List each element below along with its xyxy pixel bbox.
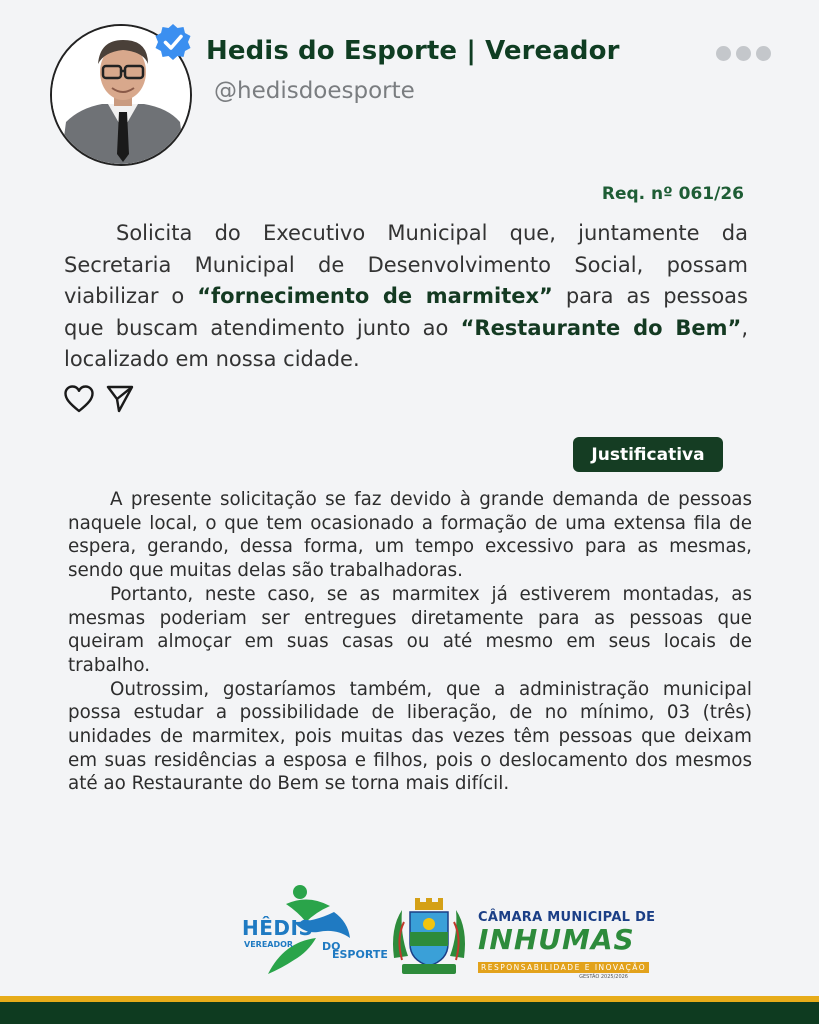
footer-stripe-green <box>0 1002 819 1024</box>
more-dots-icon <box>716 46 731 61</box>
request-text-part: para as pessoas que buscam atendimento junto ao <box>64 284 748 340</box>
footer-logos <box>230 882 656 982</box>
justification-text <box>68 488 752 796</box>
justification-paragraph: Outrossim, gostaríamos também, que a administração municipal possa estudar a possibilidade de liberação, de no mínimo, 03 (três) unidades de marmitex, pois muitas das vezes têm pessoas que deixam em suas residências a esposa e filhos, pois o deslocamento dos mesmos até ao Restaurante do Bem se torna mais difícil. <box>68 678 752 795</box>
hedis-logo <box>238 882 388 978</box>
profile-name[interactable]: Hedis do Esporte | Vereador <box>206 36 620 66</box>
request-text <box>64 218 748 376</box>
hedis-logo-title: HÊDIS <box>242 916 314 940</box>
hedis-logo-subtitle: DO <box>322 940 341 953</box>
hedis-logo-subtitle: ESPORTE <box>332 948 388 961</box>
profile-handle[interactable]: @hedisdoesporte <box>214 78 415 104</box>
request-highlight: “fornecimento de marmitex” <box>197 284 553 308</box>
request-text-part: Solicita do Executivo Municipal que, juntamente da Secretaria Municipal de Desenvolvimento Social, possam viabilizar o <box>64 221 748 308</box>
heart-icon[interactable] <box>63 384 95 418</box>
request-text-part: , localizado em nossa cidade. <box>64 315 748 371</box>
camara-seal <box>388 898 470 978</box>
camara-logo-text <box>478 910 656 980</box>
justification-badge: Justificativa <box>573 437 723 472</box>
send-icon[interactable] <box>105 384 135 418</box>
hedis-logo-subtitle: VEREADOR <box>244 940 294 949</box>
camara-logo-slogan: RESPONSABILIDADE E INOVAÇÃO <box>478 962 649 973</box>
verified-badge-icon <box>153 22 193 62</box>
camara-logo-name: INHUMAS <box>478 923 635 956</box>
more-dots-icon <box>756 46 771 61</box>
justification-paragraph: Portanto, neste caso, se as marmitex já estiverem montadas, as mesmas poderiam ser entregues diretamente para as pessoas que queiram almoçar em suas casas ou até mesmo em seus locais de trabalho. <box>68 583 752 676</box>
post-actions <box>63 384 135 418</box>
justification-paragraph: A presente solicitação se faz devido à grande demanda de pessoas naquele local, o que tem ocasionado a formação de uma extensa fila de espera, gerando, dessa forma, um tempo excessivo para as mesmas, sendo que muitas delas são trabalhadoras. <box>68 489 752 582</box>
more-dots-icon <box>736 46 751 61</box>
more-options-button[interactable] <box>716 46 771 61</box>
request-number: Req. nº 061/26 <box>601 184 744 204</box>
request-highlight: “Restaurante do Bem” <box>460 315 742 340</box>
camara-logo-term: GESTÃO 2025/2026 <box>579 974 628 980</box>
camara-logo-line: CÂMARA MUNICIPAL DE <box>478 910 656 925</box>
